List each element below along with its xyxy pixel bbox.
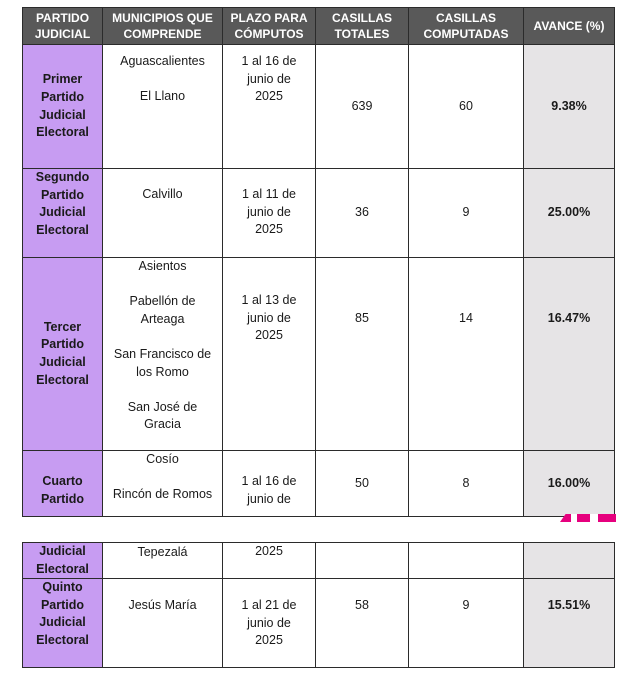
logo-gap — [590, 514, 598, 522]
municipios-cell: Aguascalientes El Llano — [103, 45, 223, 169]
municipios-cell: Asientos Pabellón de Arteaga San Francisco de los Romo San José de Gracia — [103, 258, 223, 451]
header-municipios: MUNICIPIOS QUE COMPRENDE — [103, 8, 223, 45]
totales-cell: 36 — [316, 169, 409, 258]
computadas-cell — [409, 543, 524, 579]
computadas-cell: 9 — [409, 579, 524, 668]
table-row — [23, 579, 615, 668]
table-row — [23, 45, 615, 169]
totales-cell — [316, 543, 409, 579]
totales-cell: 58 — [316, 579, 409, 668]
header-row — [23, 8, 615, 45]
computadas-cell: 8 — [409, 451, 524, 517]
plazo-cell: 2025 — [223, 543, 316, 579]
partido-cell: Quinto Partido Judicial Electoral — [23, 579, 103, 668]
partido-cell: Tercer Partido Judicial Electoral — [23, 258, 103, 451]
table-row — [23, 543, 615, 579]
avance-cell: 15.51% — [524, 579, 615, 668]
avance-cell: 16.47% — [524, 258, 615, 451]
partido-cell: Segundo Partido Judicial Electoral — [23, 169, 103, 258]
computos-table-continued — [22, 542, 615, 668]
table-row — [23, 258, 615, 451]
avance-cell: 9.38% — [524, 45, 615, 169]
header-plazo: PLAZO PARA CÓMPUTOS — [223, 8, 316, 45]
totales-cell: 50 — [316, 451, 409, 517]
partido-cell: Primer Partido Judicial Electoral — [23, 45, 103, 169]
plazo-cell: 1 al 11 de junio de 2025 — [223, 169, 316, 258]
header-totales: CASILLAS TOTALES — [316, 8, 409, 45]
header-computadas: CASILLAS COMPUTADAS — [409, 8, 524, 45]
partido-cell: Cuarto Partido — [23, 451, 103, 517]
header-avance: AVANCE (%) — [524, 8, 615, 45]
avance-cell — [524, 543, 615, 579]
avance-cell: 16.00% — [524, 451, 615, 517]
logo-gap — [571, 514, 577, 522]
plazo-cell: 1 al 16 de junio de — [223, 451, 316, 517]
plazo-cell: 1 al 21 de junio de 2025 — [223, 579, 316, 668]
municipios-cell: Tepezalá — [103, 543, 223, 579]
partido-cell: Judicial Electoral — [23, 543, 103, 579]
municipios-cell: Jesús María — [103, 579, 223, 668]
header-partido: PARTIDO JUDICIAL — [23, 8, 103, 45]
avance-cell: 25.00% — [524, 169, 615, 258]
municipios-cell: Cosío Rincón de Romos — [103, 451, 223, 517]
plazo-cell: 1 al 13 de junio de 2025 — [223, 258, 316, 451]
plazo-cell: 1 al 16 de junio de 2025 — [223, 45, 316, 169]
computadas-cell: 14 — [409, 258, 524, 451]
municipios-cell: Calvillo — [103, 169, 223, 258]
computadas-cell: 9 — [409, 169, 524, 258]
table-row — [23, 169, 615, 258]
computos-table — [22, 7, 615, 517]
computadas-cell: 60 — [409, 45, 524, 169]
totales-cell: 85 — [316, 258, 409, 451]
logo-fragment — [560, 514, 616, 522]
totales-cell: 639 — [316, 45, 409, 169]
table-row — [23, 451, 615, 517]
